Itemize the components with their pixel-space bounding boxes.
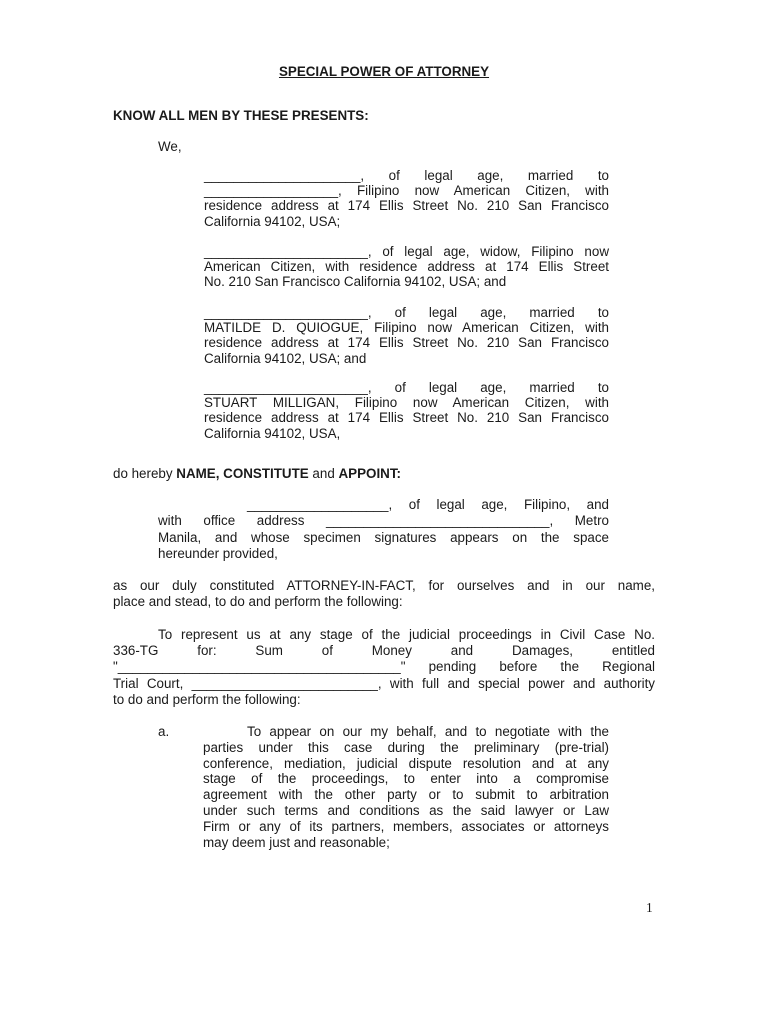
appointment-bold-2: APPOINT: bbox=[338, 466, 401, 481]
principal-1 bbox=[204, 168, 609, 229]
attorney-in-fact-clause bbox=[113, 578, 655, 609]
principal-2 bbox=[204, 244, 609, 290]
appointment-bold-1: NAME, CONSTITUTE bbox=[176, 466, 309, 481]
principal-3 bbox=[204, 305, 609, 366]
principal-1-line: residence address at 174 Ellis Street No. 210 San Francisco bbox=[204, 198, 609, 214]
principal-3-line: ______________________, of legal age, married to bbox=[204, 305, 609, 320]
principal-2-line: No. 210 San Francisco California 94102, USA; and bbox=[204, 274, 507, 290]
document-title: SPECIAL POWER OF ATTORNEY bbox=[278, 64, 490, 79]
principal-4 bbox=[204, 380, 609, 441]
principal-4-line: ______________________, of legal age, married to bbox=[204, 380, 609, 395]
preamble-heading: KNOW ALL MEN BY THESE PRESENTS: bbox=[113, 108, 369, 123]
as-our-line: as our duly constituted ATTORNEY-IN-FACT, for ourselves and in our name, bbox=[113, 578, 655, 593]
item-marker: a. bbox=[158, 724, 170, 739]
agent-line: ___________________, of legal age, Filipino, and bbox=[247, 497, 609, 512]
appointment-prefix: do hereby bbox=[113, 466, 177, 481]
page-number: 1 bbox=[646, 900, 653, 915]
agent-line: with office address ______________________________, Metro bbox=[158, 513, 609, 529]
represent-line: To represent us at any stage of the judicial proceedings in Civil Case No. bbox=[158, 627, 655, 642]
appointment-and: and bbox=[308, 466, 339, 481]
principal-1-line: _____________________, of legal age, married to bbox=[204, 168, 609, 183]
represent-line: 336-TG for: Sum of Money and Damages, entitled bbox=[113, 643, 655, 659]
principal-1-line: California 94102, USA; bbox=[204, 213, 341, 229]
item-line: agreement with the other party or to submit to arbitration bbox=[203, 787, 609, 803]
item-line: parties under this case during the preliminary (pre-trial) bbox=[203, 739, 609, 755]
we-label: We, bbox=[158, 139, 182, 154]
item-line: To appear on our my behalf, and to negotiate with the bbox=[247, 724, 609, 739]
principal-3-line: MATILDE D. QUIOGUE, Filipino now American Citizen, with bbox=[204, 320, 609, 336]
item-line: may deem just and reasonable; bbox=[203, 834, 390, 850]
principal-4-line: residence address at 174 Ellis Street No. 210 San Francisco bbox=[204, 410, 609, 426]
represent-line: Trial Court, _________________________, with full and special power and authority bbox=[113, 675, 655, 691]
principal-3-line: residence address at 174 Ellis Street No. 210 San Francisco bbox=[204, 335, 609, 351]
represent-line: "______________________________________" pending before the Regional bbox=[113, 659, 655, 675]
principal-2-line: ______________________, of legal age, widow, Filipino now bbox=[204, 244, 609, 259]
principal-1-line: __________________, Filipino now American Citizen, with bbox=[204, 183, 609, 199]
principal-2-line: American Citizen, with residence address at 174 Ellis Street bbox=[204, 259, 609, 275]
item-line: stage of the proceedings, to enter into a compromise bbox=[203, 771, 609, 787]
item-line: conference, mediation, judicial dispute resolution and at any bbox=[203, 755, 609, 771]
agent-line: Manila, and whose specimen signatures appears on the space bbox=[158, 529, 609, 545]
principal-4-line: California 94102, USA, bbox=[204, 425, 341, 441]
principal-3-line: California 94102, USA; and bbox=[204, 350, 367, 366]
as-our-line: place and stead, to do and perform the following: bbox=[113, 593, 403, 609]
power-item-a bbox=[158, 724, 609, 850]
represent-line: to do and perform the following: bbox=[113, 691, 301, 707]
item-line: under such terms and conditions as the said lawyer or Law bbox=[203, 802, 609, 818]
representation-paragraph bbox=[113, 627, 655, 708]
item-line: Firm or any of its partners, members, associates or attorneys bbox=[203, 818, 609, 834]
agent-line: hereunder provided, bbox=[158, 545, 278, 561]
principal-4-line: STUART MILLIGAN, Filipino now American Citizen, with bbox=[204, 395, 609, 411]
attorney-in-fact-paragraph bbox=[158, 497, 609, 562]
appointment-clause bbox=[113, 466, 401, 481]
